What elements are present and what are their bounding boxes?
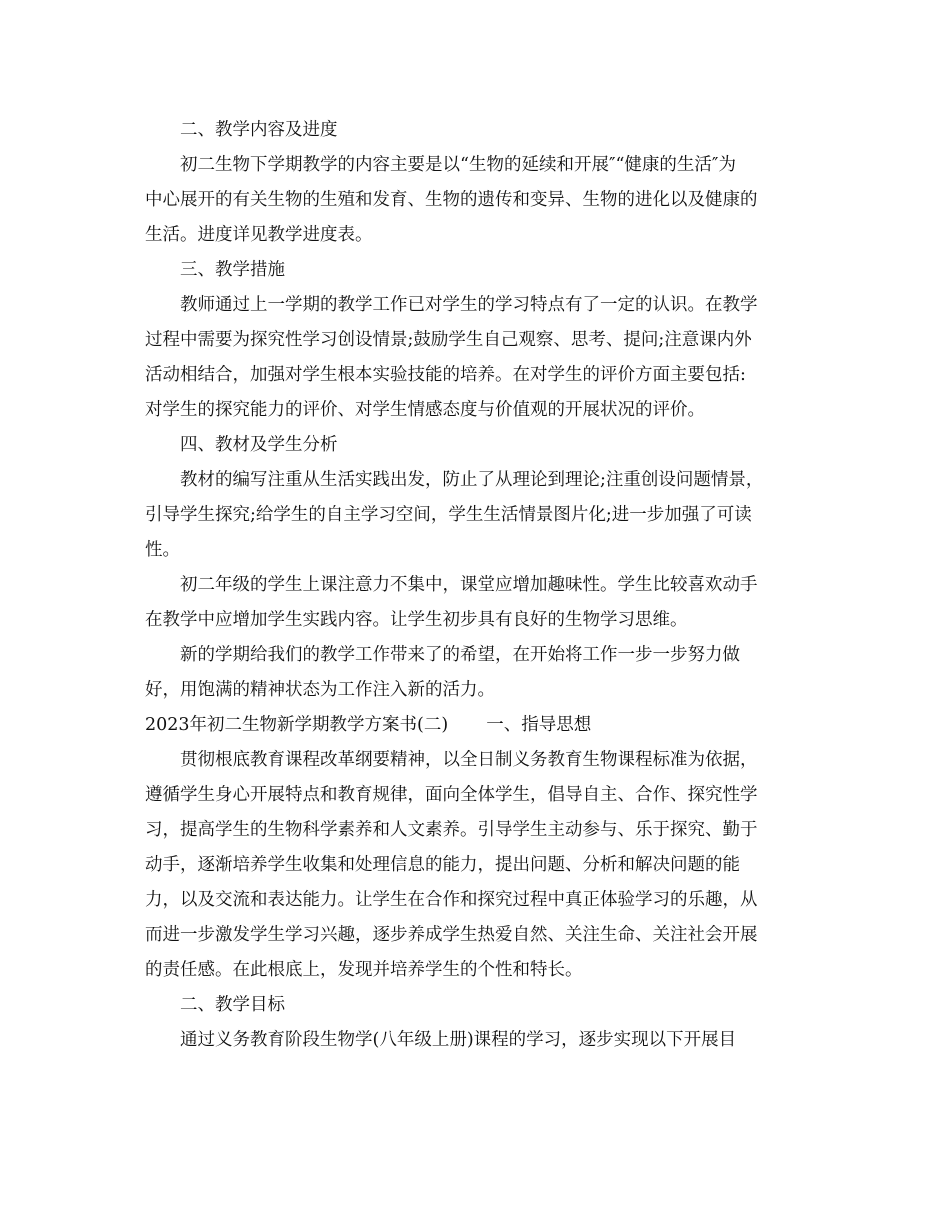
doc2-title: 2023年初二生物新学期教学方案书(二) — [145, 715, 449, 735]
text-line: 活动相结合，加强对学生根本实验技能的培养。在对学生的评价方面主要包括: — [145, 365, 746, 385]
text-line: 性。 — [145, 540, 180, 560]
paragraph-analysis-1 — [145, 463, 800, 568]
paragraph-goals — [145, 1023, 800, 1058]
paragraph-guiding — [145, 743, 800, 988]
section-heading-measures: 三、教学措施 — [180, 260, 285, 280]
text-line: 好，用饱满的精神状态为工作注入新的活力。 — [145, 680, 495, 700]
section-heading-guiding: 一、指导思想 — [486, 715, 592, 735]
text-line: 力，以及交流和表达能力。让学生在合作和探究过程中真正体验学习的乐趣，从 — [145, 890, 758, 910]
text-line: 初二年级的学生上课注意力不集中，课堂应增加趣味性。学生比较喜欢动手 — [180, 575, 758, 595]
text-line: 动手，逐渐培养学生收集和处理信息的能力，提出问题、分析和解决问题的能 — [145, 855, 740, 875]
text-line: 习，提高学生的生物科学素养和人文素养。引导学生主动参与、乐于探究、勤于 — [145, 820, 758, 840]
text-line: 遵循学生身心开展特点和教育规律，面向全体学生，倡导自主、合作、探究性学 — [145, 785, 758, 805]
section-heading-goals: 二、教学目标 — [180, 995, 285, 1015]
text-line: 的责任感。在此根底上，发现并培养学生的个性和特长。 — [145, 960, 583, 980]
doc2-title-line — [145, 708, 800, 743]
text-line: 教材的编写注重从生活实践出发，防止了从理论到理论;注重创设问题情景， — [180, 470, 764, 490]
paragraph-analysis-3 — [145, 638, 800, 708]
text-line: 引导学生探究;给学生的自主学习空间，学生生活情景图片化;进一步加强了可读 — [145, 505, 752, 525]
paragraph-content — [145, 148, 800, 253]
text-line: 过程中需要为探究性学习创设情景;鼓励学生自己观察、思考、提问;注意课内外 — [145, 330, 752, 350]
text-line: 贯彻根底教育课程改革纲要精神，以全日制义务教育生物课程标准为依据， — [180, 750, 758, 770]
text-line: 通过义务教育阶段生物学(八年级上册)课程的学习，逐步实现以下开展目 — [180, 1030, 737, 1050]
text-line: 教师通过上一学期的教学工作已对学生的学习特点有了一定的认识。在教学 — [180, 295, 758, 315]
text-line: 新的学期给我们的教学工作带来了的希望，在开始将工作一步一步努力做 — [180, 645, 740, 665]
text-line: 对学生的探究能力的评价、对学生情感态度与价值观的开展状况的评价。 — [145, 400, 705, 420]
section-heading-analysis: 四、教材及学生分析 — [180, 435, 338, 455]
text-line: 生活。进度详见教学进度表。 — [145, 225, 373, 245]
text-line: 而进一步激发学生学习兴趣，逐步养成学生热爱自然、关注生命、关注社会开展 — [145, 925, 758, 945]
section-heading-content: 二、教学内容及进度 — [180, 120, 338, 140]
paragraph-measures — [145, 288, 800, 428]
text-line: 中心展开的有关生物的生殖和发育、生物的遗传和变异、生物的进化以及健康的 — [145, 190, 758, 210]
text-line: 初二生物下学期教学的内容主要是以“生物的延续和开展″“健康的生活″为 — [180, 155, 736, 175]
text-line: 在教学中应增加学生实践内容。让学生初步具有良好的生物学习思维。 — [145, 610, 688, 630]
paragraph-analysis-2 — [145, 568, 800, 638]
document-page — [145, 113, 800, 1058]
